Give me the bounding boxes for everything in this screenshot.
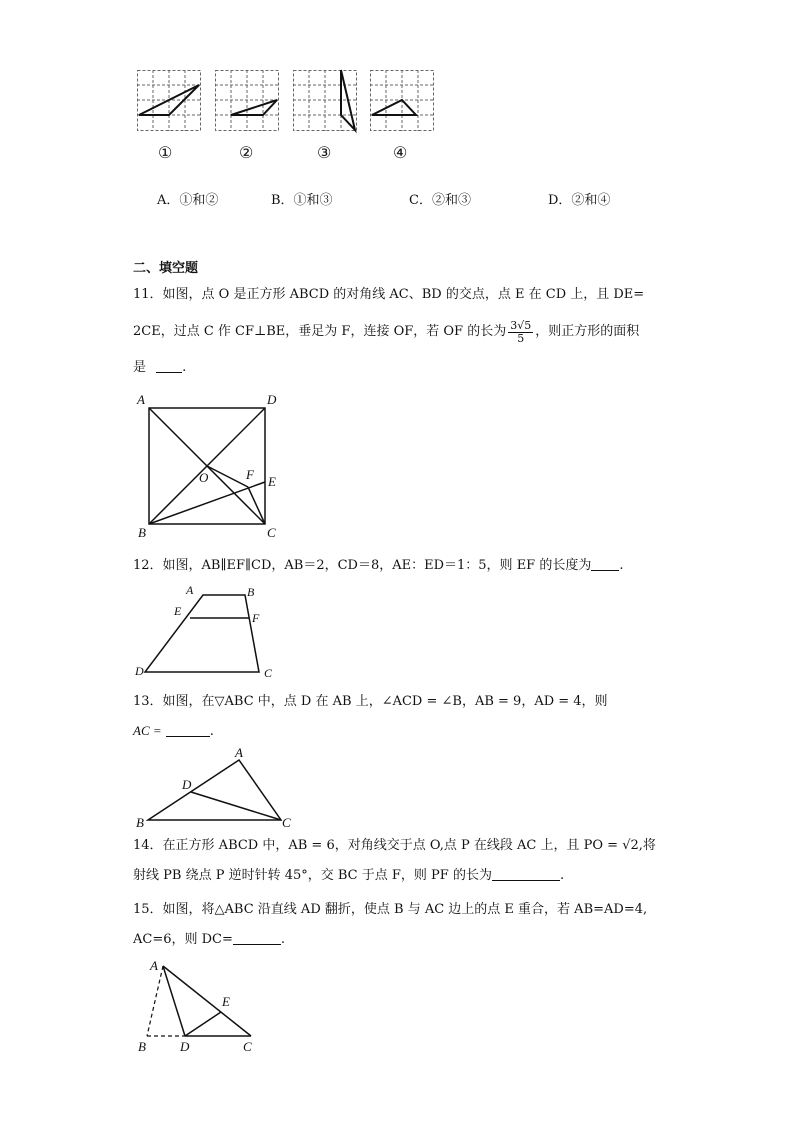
q10-figure-3 (293, 70, 357, 132)
q15-label-d: D (180, 1039, 190, 1054)
q13-line1: 13．如图，在▽ABC 中，点 D 在 AB 上，∠ACD = ∠B，AB = 9，AD = 4，则 (133, 694, 608, 709)
q11-label-d: D (267, 392, 277, 407)
q11-line2-post: ，则正方形的面积 (535, 324, 640, 339)
section-title: 二、填空题 (133, 261, 199, 276)
q13-line2-text: AC = (133, 723, 162, 738)
q12-end: . (619, 558, 624, 573)
q11-line3 (133, 359, 186, 377)
option-d[interactable]: D．②和④ (548, 193, 611, 208)
q13-label-a: A (235, 745, 243, 760)
q10-figure-4 (370, 70, 434, 132)
q14-line1: 14．在正方形 ABCD 中，AB = 6，对角线交于点 O,点 P 在线段 AC 上，且 PO = √2,将 (133, 838, 656, 853)
q11-label-b: B (138, 525, 146, 540)
q11-fraction (508, 320, 533, 345)
q12-label-b: B (247, 585, 255, 599)
option-c[interactable]: C．②和③ (409, 193, 471, 208)
q15-label-b: B (138, 1039, 146, 1054)
q11-line3-end: . (182, 360, 187, 375)
q11-label-c: C (267, 525, 276, 540)
q12-label-a: A (186, 583, 194, 597)
q11-square-figure (133, 390, 293, 545)
q12-answer-blank[interactable] (591, 558, 619, 571)
q15-end: . (280, 932, 286, 947)
q13-end: . (209, 724, 214, 739)
q10-figure-1 (137, 70, 201, 132)
q12-label-f: F (252, 611, 260, 625)
figure-label-2: ② (239, 143, 254, 162)
q11-line2 (133, 314, 639, 350)
q13-label-d: D (182, 777, 192, 792)
q13-label-b: B (136, 815, 144, 830)
q12-line (133, 557, 623, 575)
q12-text: 12．如图，AB∥EF∥CD，AB＝2，CD＝8，AE：ED＝1：5，则 EF 的长度为 (133, 558, 592, 573)
q13-answer-blank[interactable] (166, 724, 210, 737)
q11-label-f: F (246, 467, 254, 482)
q15-label-a: A (150, 958, 158, 973)
q15-label-c: C (243, 1039, 252, 1054)
q14-answer-blank[interactable] (492, 868, 560, 881)
q14-line2-text: 射线 PB 绕点 P 逆时针转 45°，交 BC 于点 F，则 PF 的长为 (133, 868, 492, 883)
q11-answer-blank[interactable] (156, 360, 182, 373)
q12-label-e: E (174, 604, 182, 618)
q11-label-e: E (268, 474, 276, 489)
q11-label-a: A (137, 392, 145, 407)
q15-answer-blank[interactable] (233, 932, 281, 945)
q15-line2-text: AC=6，则 DC= (133, 932, 233, 947)
q11-frac-den: 5 (517, 331, 525, 345)
q15-line1: 15．如图，将△ABC 沿直线 AD 翻折，使点 B 与 AC 边上的点 E 重合，若 AB=AD=4, (133, 902, 648, 917)
q13-label-c: C (282, 815, 291, 830)
q12-label-d: D (135, 664, 144, 678)
figure-label-3: ③ (317, 143, 332, 162)
q11-line2-pre: 2CE，过点 C 作 CF⊥BE，垂足为 F，连接 OF，若 OF 的长为 (133, 324, 507, 339)
q11-line3-text: 是 (133, 360, 147, 375)
figure-label-1: ① (158, 143, 173, 162)
option-a[interactable]: A．①和② (157, 193, 219, 208)
q14-end: . (559, 868, 565, 883)
q14-line2 (133, 867, 564, 885)
q15-line2 (133, 931, 285, 949)
option-b[interactable]: B．①和③ (271, 193, 333, 208)
q13-line2 (133, 722, 214, 741)
q11-line1: 11．如图，点 O 是正方形 ABCD 的对角线 AC、BD 的交点，点 E 在 CD 上，且 DE= (133, 287, 645, 302)
q10-figure-2 (215, 70, 279, 132)
q11-label-o: O (199, 470, 209, 485)
q13-triangle-figure (133, 745, 293, 830)
q12-label-c: C (264, 666, 273, 680)
q15-label-e: E (222, 994, 230, 1009)
figure-label-4: ④ (393, 143, 408, 162)
q11-frac-num: 3√5 (510, 318, 532, 332)
